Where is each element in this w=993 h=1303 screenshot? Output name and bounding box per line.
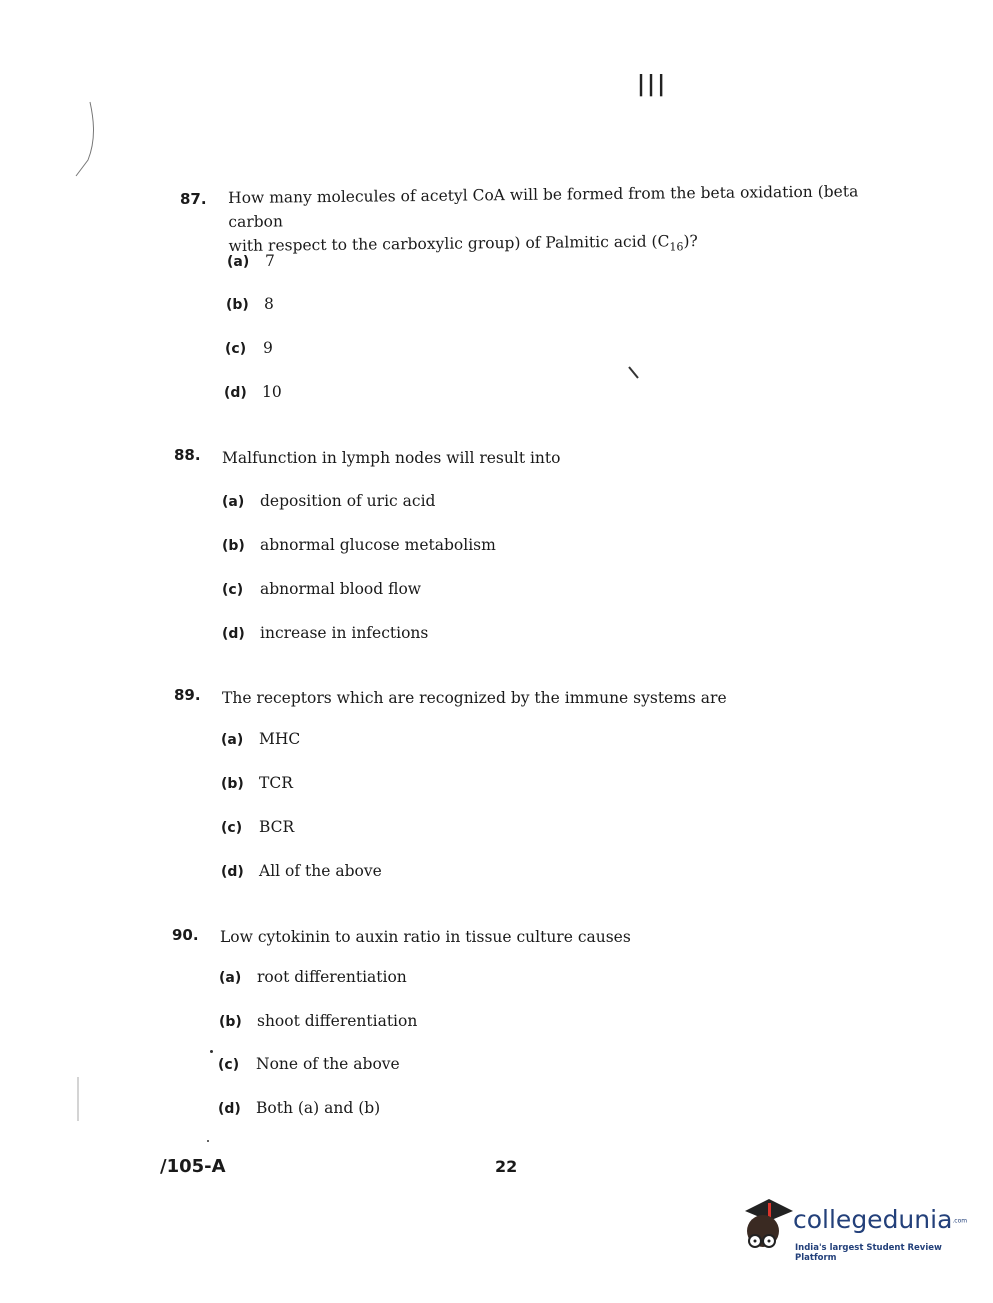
option-a[interactable] [227,252,275,270]
option-text: root differentiation [257,968,407,986]
option-label: (d) [222,626,245,642]
stray-pen-mark [627,365,641,381]
option-text: abnormal blood flow [260,580,422,598]
option-label: (c) [218,1057,240,1073]
question-text-end: )? [683,232,698,251]
option-label: (d) [224,385,247,401]
logo-tagline: India's largest Student Review Platform [795,1243,942,1263]
option-text: deposition of uric acid [260,492,436,510]
option-label: (a) [222,494,245,510]
option-a[interactable] [219,968,407,986]
option-label: (c) [221,820,243,836]
option-b[interactable] [222,536,496,554]
option-text: increase in infections [260,624,429,642]
margin-pencil-mark-2 [72,1075,84,1125]
option-c[interactable] [222,580,421,598]
logo-wordmark [793,1205,967,1234]
question-text: Low cytokinin to auxin ratio in tissue culture causes [220,928,631,946]
question-text: Malfunction in lymph nodes will result into [222,449,561,467]
option-label: (a) [219,970,242,986]
option-label: (b) [222,538,245,554]
option-text: 7 [265,252,275,270]
option-a[interactable] [222,492,435,510]
option-text: shoot differentiation [257,1012,418,1030]
option-d[interactable] [218,1099,380,1117]
option-c[interactable] [225,339,273,357]
option-text: Both (a) and (b) [256,1099,381,1117]
option-label: (b) [219,1014,242,1030]
option-text: None of the above [256,1055,400,1073]
option-text: 8 [264,295,274,313]
option-text: abnormal glucose metabolism [260,536,496,554]
option-label: (b) [221,776,244,792]
option-d[interactable] [224,383,282,401]
question-text: The receptors which are recognized by the immune systems are [222,689,727,707]
option-b[interactable] [219,1012,417,1030]
question-number: 87. [180,190,207,208]
paper-code: /105-A [160,1156,226,1177]
option-label: (d) [218,1101,241,1117]
option-text: 10 [262,383,282,401]
question-number: 89. [174,686,201,704]
stray-dot [207,1140,209,1142]
option-label: (b) [226,297,249,313]
option-label: (c) [222,582,244,598]
question-text-line-2: with respect to the carboxylic group) of Palmitic acid (C [228,232,670,255]
option-a[interactable] [221,730,300,748]
question-text-line-1: How many molecules of acetyl CoA will be formed from the beta oxidation (beta carbon [228,182,859,231]
option-c[interactable] [218,1055,400,1073]
subscript: 16 [669,240,684,254]
collegedunia-logo[interactable] [735,1197,970,1267]
option-label: (c) [225,341,247,357]
margin-pencil-mark [70,100,100,180]
option-b[interactable] [226,295,274,313]
option-text: BCR [259,818,295,836]
option-text: 9 [263,339,273,357]
option-text: All of the above [259,862,382,880]
option-label: (a) [227,254,250,270]
logo-name: collegedunia [793,1205,953,1234]
page-number: 22 [495,1157,518,1176]
option-d[interactable] [222,624,428,642]
option-text: MHC [259,730,301,748]
question-number: 90. [172,926,199,944]
header-mark: ||| [637,72,668,97]
option-label: (a) [221,732,244,748]
question-number: 88. [174,446,201,464]
stray-dot [210,1050,213,1053]
option-b[interactable] [221,774,293,792]
question-text [228,179,909,264]
mascot-icon [735,1197,795,1259]
logo-suffix: .com [952,1217,968,1225]
option-c[interactable] [221,818,294,836]
option-d[interactable] [221,862,382,880]
option-label: (d) [221,864,244,880]
option-text: TCR [259,774,293,792]
